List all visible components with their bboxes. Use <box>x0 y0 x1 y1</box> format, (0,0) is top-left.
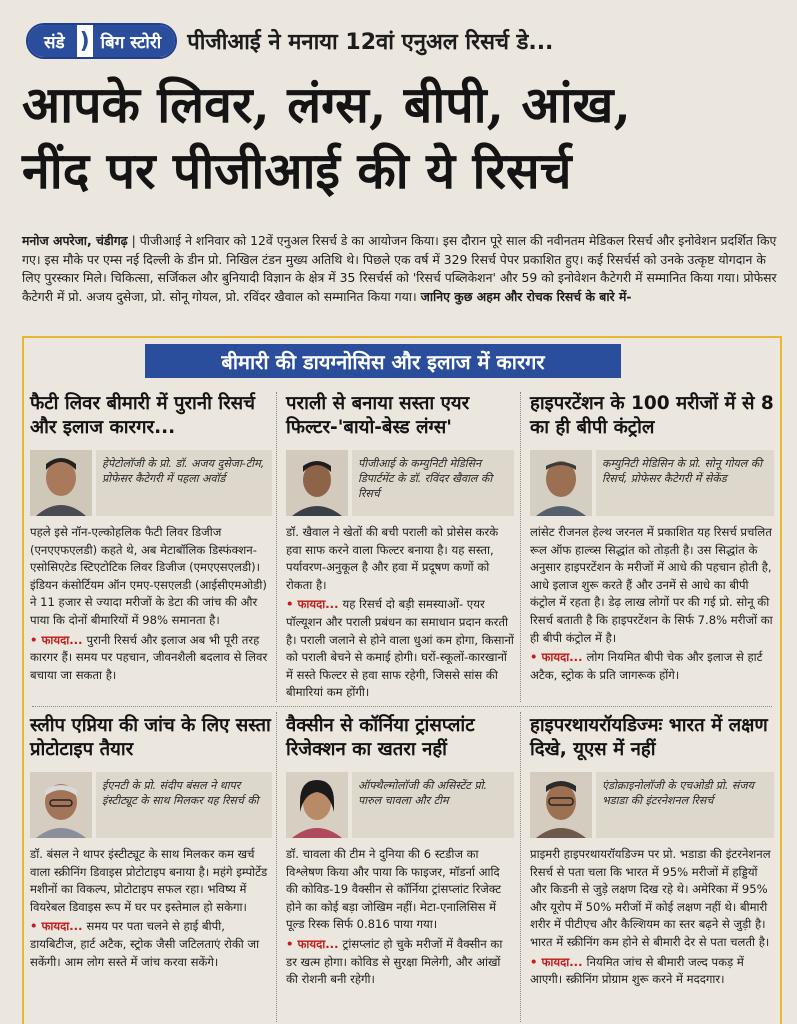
intro-text: | पीजीआई ने शनिवार को 12वें एनुअल रिसर्च डे का आयोजन किया। इस दौरान पूरे साल की नवीनतम मेडिकल रिसर्च और इनोवेशन प्रदर्शित किए गए। इस मौके पर एम्स नई दिल्ली के डीन प्रो. निखिल टंडन मुख्य अतिथि थे। पिछले एक वर्ष में 329 रिसर्च पेपर प्रकाशित हुए। कई रिसर्चर्स को उनके उत्कृष्ट योगदान के लिए पुरस्कार मिले। चिकित्सा, सर्जिकल और बुनियादी विज्ञान के क्षेत्र में 35 रिसर्चर्स को 'रिसर्च पब्लिकेशन' और 59 को इनोवेशन कैटेगरी में सम्मानित किया गया। प्रोफेसर कैटेगरी में प्रो. अजय दुसेजा, प्रो. सोनू गोयल, प्रो. रविंदर खैवाल को सम्मानित किया गया। <box>22 233 777 304</box>
researcher-photo <box>30 450 92 516</box>
benefit-text: समय पर पता चलने से हाई बीपी, डायबिटीज, हार्ट अटैक, स्ट्रोक जैसी जटिलताएं रोकी जा सकेंगी। आम लोग सस्ते में जांच करवा सकेंगे। <box>30 919 260 969</box>
photo-caption: ऑफ्थैल्मोलॉजी की असिस्टेंट प्रो. पारुल चावला और टीम <box>352 772 514 838</box>
big-story-tag: बिग स्टोरी <box>93 25 176 57</box>
card-body <box>530 846 774 989</box>
card-body-text: प्राइमरी हाइपरथायरॉयडिज्म पर प्रो. भडाडा की इंटरनेशनल रिसर्च से पता चला कि भारत में 95% मरीजों में हड्डियों और किडनी से जुड़े लक्षण दिख रहे थे। अमेरिका में 95% और यूरोप में 50% मरीजों में कोई लक्षण नहीं थे। बीमारी शरीर में पीटीएच और कैल्शियम का स्तर बढ़ने से जुड़ी है। भारत में स्क्रीनिंग कम होने से बीमारी देर से पता चलती है। <box>530 847 771 949</box>
benefit-text: ट्रांसप्लांट हो चुके मरीजों में वैक्सीन का डर खत्म होगा। कोविड से सुरक्षा मिलेगी, और आंखों की रोशनी बनी रहेगी। <box>286 936 503 987</box>
bullet-icon: • <box>286 597 298 612</box>
photo-caption: ईएनटी के प्रो. संदीप बंसल ने थापर इंस्टीट्यूट के साथ मिलकर यह रिसर्च की <box>96 772 272 838</box>
card-body <box>286 524 514 702</box>
benefit-text: नियमित जांच से बीमारी जल्द पकड़ में आएगी। स्क्रीनिंग प्रोग्राम शुरू करने में मददगार। <box>530 954 744 987</box>
bullet-icon: • <box>530 954 542 969</box>
byline: मनोज अपरेजा, चंडीगढ़ <box>22 233 128 248</box>
column-divider <box>276 712 277 1022</box>
research-card <box>530 392 774 684</box>
photo-caption-row <box>286 772 514 838</box>
column-divider <box>520 392 521 702</box>
kicker-row <box>26 22 553 60</box>
card-body-text: डॉ. बंसल ने थापर इंस्टीट्यूट के साथ मिलकर कम खर्च वाला स्क्रीनिंग डिवाइस प्रोटोटाइप बनाया है। महंगे इम्पोर्टेड मशीनों का विकल्प, प्रोटोटाइप सफल रहा। भविष्य में वियरेबल डिवाइस रूप में घर पर इस्तेमाल हो सकेगा। <box>30 847 268 914</box>
card-title: पराली से बनाया सस्ता एयर फिल्टर-'बायो-बेस्ड लंग्स' <box>286 393 470 438</box>
bullet-icon: • <box>286 936 298 951</box>
column-divider <box>276 392 277 702</box>
benefit-label: फायदा <box>297 597 326 612</box>
benefit-label: फायदा <box>541 650 570 665</box>
card-title: स्लीप एप्निया की जांच के लिए सस्ता प्रोटोटाइप तैयार <box>30 715 271 760</box>
photo-caption-row <box>530 772 774 838</box>
sunday-tag: संडे <box>28 25 77 57</box>
photo-caption-row <box>30 772 272 838</box>
benefit-note: • फायदा... नियमित जांच से बीमारी जल्द पकड़ में आएगी। स्क्रीनिंग प्रोग्राम शुरू करने में मददगार। <box>530 954 744 987</box>
researcher-photo <box>530 450 592 516</box>
photo-caption-row <box>286 450 514 516</box>
benefit-label: फायदा <box>541 954 570 969</box>
card-title: फैटी लिवर बीमारी में पुरानी रिसर्च और इलाज कारगर... <box>30 393 255 438</box>
photo-caption-row <box>30 450 272 516</box>
photo-caption: पीजीआई के कम्युनिटी मेडिसिन डिपार्टमेंट के डॉ. रविंदर खैवाल की रिसर्च <box>352 450 514 516</box>
tag-separator-icon: ) <box>77 25 93 57</box>
photo-caption: कम्युनिटी मेडिसिन के प्रो. सोनू गोयल की रिसर्च, प्रोफेसर कैटेगरी में सेकेंड <box>596 450 774 516</box>
card-title: वैक्सीन से कॉर्निया ट्रांसप्लांट रिजेक्शन का खतरा नहीं <box>286 715 475 760</box>
row-divider <box>32 706 772 707</box>
photo-caption: एंडोक्राइनोलॉजी के एचओडी प्रो. संजय भडाडा की इंटरनेशनल रिसर्च <box>596 772 774 838</box>
card-body <box>30 524 272 684</box>
card-body-text: पहले इसे नॉन-एल्कोहलिक फैटी लिवर डिजीज (एनएएफएलडी) कहते थे, अब मेटाबॉलिक डिस्फंक्शन-एसोसिएटेड स्टिएटोटिक लिवर डिजीज (एमएएसएलडी)। इंडियन कंसोर्टियम ऑन एमए-एसएलडी (आईसीएमओडी) ने 11 हजार से ज्यादा मरीजों के डेटा की जांच की और पाया कि दोनों बीमारियों में 98% समानता है। <box>30 525 267 627</box>
photo-caption: हेपेटोलॉजी के प्रो. डॉ. अजय दुसेजा-टीम, प्रोफेसर कैटेगरी में पहला अवॉर्ड <box>96 450 272 516</box>
column-divider <box>520 712 521 1022</box>
intro-tail: जानिए कुछ अहम और रोचक रिसर्च के बारे में- <box>420 288 632 304</box>
section-banner: बीमारी की डायग्नोसिस और इलाज में कारगर <box>145 344 621 378</box>
researcher-photo <box>286 772 348 838</box>
intro-paragraph <box>22 232 782 306</box>
research-card <box>530 714 774 989</box>
card-body-text: डॉ. खैवाल ने खेतों की बची पराली को प्रोसेस करके हवा साफ करने वाला फिल्टर बनाया है। यह सस्ता, पर्यावरण-अनुकूल है और हवा में प्रदूषण कणों को रोकता है। <box>286 525 499 592</box>
card-body <box>30 846 272 971</box>
bullet-icon: • <box>530 650 542 665</box>
research-card <box>286 714 514 989</box>
benefit-label: फायदा <box>41 632 70 647</box>
research-card <box>30 714 272 971</box>
card-title: हाइपरथायरॉयडिज्मः भारत में लक्षण दिखे, यूएस में नहीं <box>530 715 768 760</box>
headline-line-2: नींद पर पीजीआई की ये रिसर्च <box>22 141 572 200</box>
kicker-text: पीजीआई ने मनाया 12वां एनुअल रिसर्च डे... <box>187 30 554 55</box>
research-card <box>30 392 272 684</box>
headline-line-1: आपके लिवर, लंग्स, बीपी, आंख, <box>22 75 631 134</box>
headline <box>22 72 782 204</box>
benefit-label: फायदा <box>297 936 326 951</box>
bullet-icon: • <box>30 919 42 934</box>
benefit-text: यह रिसर्च दो बड़ी समस्याओं- एयर पॉल्यूशन और पराली प्रबंधन का समाधान प्रदान करती है। पराली जलाने से होने वाला धुआं कम होगा, किसानों को पराली बेचने से कमाई होगी। घरों-स्कूलों-कारखानों में सस्ते फिल्टर से हवा साफ रहेगी, जिससे सांस की बीमारियां कम होंगी। <box>286 597 514 700</box>
benefit-text: पुरानी रिसर्च और इलाज अब भी पूरी तरह कारगर हैं। समय पर पहचान, जीवनशैली बदलाव से लिवर बचाया जा सकता है। <box>30 632 268 682</box>
card-title: हाइपरटेंशन के 100 मरीजों में से 8 का ही बीपी कंट्रोल <box>530 393 774 438</box>
benefit-label: फायदा <box>41 919 70 934</box>
benefit-note: • फायदा... लोग नियमित बीपी चेक और इलाज से हार्ट अटैक, स्ट्रोक के प्रति जागरूक होंगे। <box>530 650 763 682</box>
bullet-icon: • <box>30 632 42 647</box>
photo-caption-row <box>530 450 774 516</box>
section-tag <box>26 23 177 59</box>
benefit-note: • फायदा... ट्रांसप्लांट हो चुके मरीजों में वैक्सीन का डर खत्म होगा। कोविड से सुरक्षा मिलेगी, और आंखों की रोशनी बनी रहेगी। <box>286 936 503 987</box>
research-card <box>286 392 514 702</box>
researcher-photo <box>286 450 348 516</box>
researcher-photo <box>30 772 92 838</box>
card-body <box>530 524 774 684</box>
card-body <box>286 846 514 989</box>
card-body-text: डॉ. चावला की टीम ने दुनिया की 6 स्टडीज का विश्लेषण किया और पाया कि फाइजर, मॉडर्ना आदि की कोविड-19 वैक्सीन से कॉर्निया ट्रांसप्लांट रिजेक्ट होने का कोई बड़ा जोखिम नहीं। मेटा-एनालिसिस में पूल्ड रिस्क सिर्फ 0.816 पाया गया। <box>286 847 502 932</box>
benefit-note: • फायदा... पुरानी रिसर्च और इलाज अब भी पूरी तरह कारगर हैं। समय पर पहचान, जीवनशैली बदलाव से लिवर बचाया जा सकता है। <box>30 632 268 682</box>
benefit-note: • फायदा... यह रिसर्च दो बड़ी समस्याओं- एयर पॉल्यूशन और पराली प्रबंधन का समाधान प्रदान करती है। पराली जलाने से होने वाला धुआं कम होगा, किसानों को पराली बेचने से कमाई होगी। घरों-स्कूलों-कारखानों में सस्ते फिल्टर से हवा साफ रहेगी, जिससे सांस की बीमारियां कम होंगी। <box>286 597 514 700</box>
benefit-text: लोग नियमित बीपी चेक और इलाज से हार्ट अटैक, स्ट्रोक के प्रति जागरूक होंगे। <box>530 650 763 682</box>
researcher-photo <box>530 772 592 838</box>
benefit-note: • फायदा... समय पर पता चलने से हाई बीपी, डायबिटीज, हार्ट अटैक, स्ट्रोक जैसी जटिलताएं रोकी जा सकेंगी। आम लोग सस्ते में जांच करवा सकेंगे। <box>30 919 260 969</box>
card-body-text: लांसेट रीजनल हेल्थ जरनल में प्रकाशित यह रिसर्च प्रचलित रूल ऑफ हाल्व्स सिद्धांत को तोड़ती है। उस सिद्धांत के अनुसार हाइपरटेंशन के मरीजों में आधे की पहचान होती है, आधे इलाज शुरू करते हैं और उनमें से आधे का बीपी कंट्रोल में रहता है। डेढ़ लाख लोगों पर की गई प्रो. सोनू की रिसर्च बताती है कि हाइपरटेंशन के सिर्फ 7.8% मरीजों का ही बीपी कंट्रोल में है। <box>530 525 773 645</box>
